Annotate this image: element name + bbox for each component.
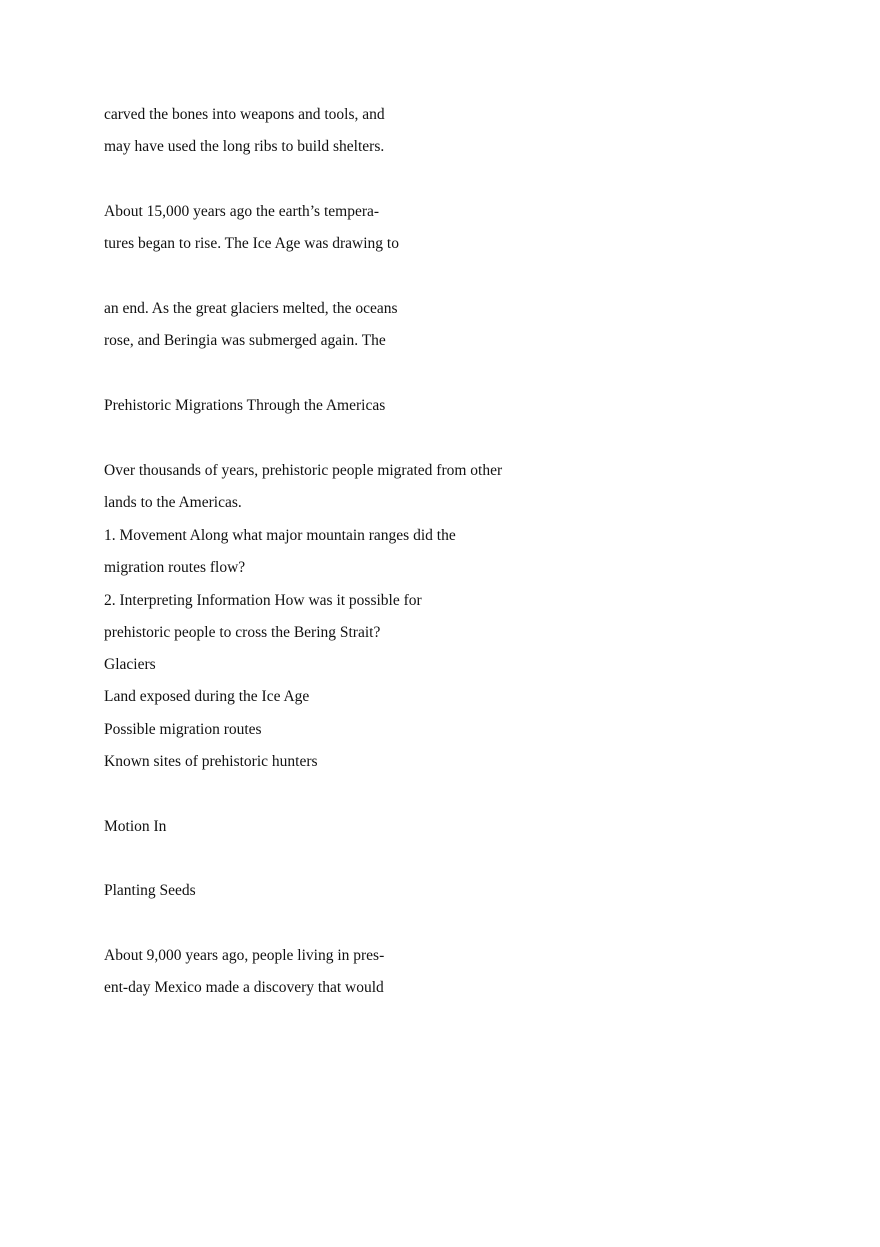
legend-item-migration-routes: Possible migration routes — [104, 721, 262, 738]
text-line: About 9,000 years ago, people living in pres- — [104, 947, 385, 964]
section-label: Motion In — [104, 818, 167, 835]
question-2: 2. Interpreting Information How was it possible for — [104, 592, 422, 609]
question-1-cont: migration routes flow? — [104, 559, 246, 576]
legend-item-glaciers: Glaciers — [104, 656, 156, 673]
text-line: About 15,000 years ago the earth’s tempera- — [104, 203, 380, 220]
legend-item-land-exposed: Land exposed during the Ice Age — [104, 688, 310, 705]
text-line: carved the bones into weapons and tools, and — [104, 106, 385, 123]
text-line: tures began to rise. The Ice Age was drawing to — [104, 235, 399, 252]
text-line: ent-day Mexico made a discovery that would — [104, 979, 384, 996]
map-caption-line: Over thousands of years, prehistoric people migrated from other — [104, 462, 503, 479]
legend-item-hunter-sites: Known sites of prehistoric hunters — [104, 753, 318, 770]
question-2-cont: prehistoric people to cross the Bering Strait? — [104, 624, 381, 641]
text-line: rose, and Beringia was submerged again. The — [104, 332, 386, 349]
map-caption-line: lands to the Americas. — [104, 494, 242, 511]
map-title: Prehistoric Migrations Through the Americas — [104, 397, 386, 414]
question-1: 1. Movement Along what major mountain ranges did the — [104, 527, 456, 544]
section-heading: Planting Seeds — [104, 882, 196, 899]
text-line: may have used the long ribs to build shelters. — [104, 138, 385, 155]
text-line: an end. As the great glaciers melted, the oceans — [104, 300, 398, 317]
